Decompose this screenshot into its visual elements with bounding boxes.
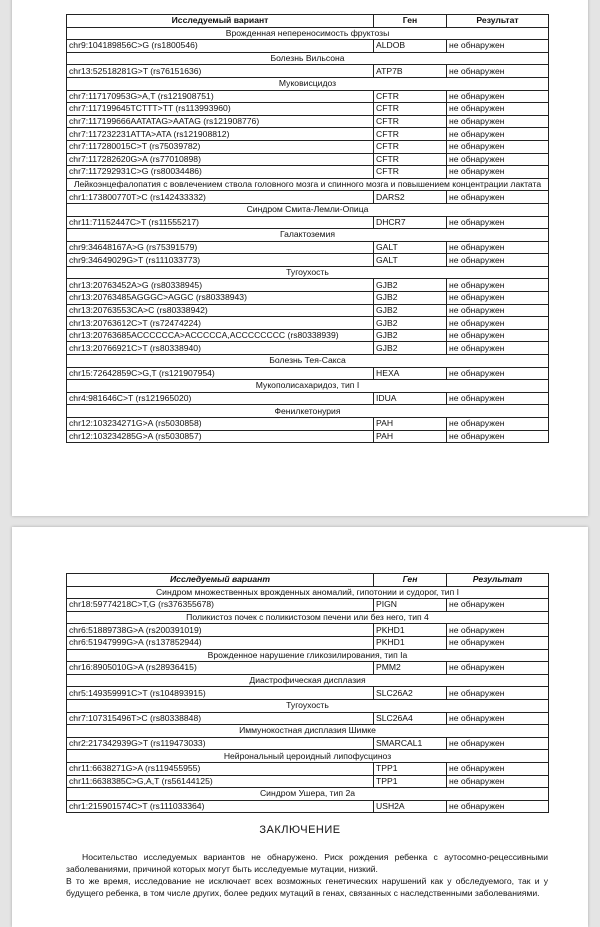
variant-row — [67, 430, 549, 443]
variant-row — [67, 317, 549, 330]
section-row — [67, 178, 549, 191]
gene-cell: DARS2 — [374, 191, 447, 204]
gene-cell: CFTR — [374, 90, 447, 103]
result-cell: не обнаружен — [447, 292, 549, 305]
result-cell: не обнаружен — [447, 737, 549, 750]
result-cell: не обнаружен — [447, 254, 549, 267]
variant-cell: chr13:20763612C>T (rs72474224) — [67, 317, 374, 330]
gene-cell: CFTR — [374, 166, 447, 179]
variant-cell: chr9:34648167A>G (rs75391579) — [67, 241, 374, 254]
section-row — [67, 203, 549, 216]
section-row — [67, 699, 549, 712]
variant-row — [67, 599, 549, 612]
conclusion-paragraph-2: В то же время, исследование не исключает всех возможных генетических нарушений как у обследуемого, так и у будущего ребенка, в том числе других, более редких мутаций в генах, связанных с наследственными заболеваниями. — [66, 876, 548, 898]
gene-cell: SLC26A4 — [374, 712, 447, 725]
gene-cell: CFTR — [374, 140, 447, 153]
section-row — [67, 586, 549, 599]
section-title: Галактоземия — [67, 229, 549, 242]
result-cell: не обнаружен — [447, 40, 549, 53]
header-result: Результат — [447, 15, 549, 28]
result-cell: не обнаружен — [447, 65, 549, 78]
section-title: Фенилкетонурия — [67, 405, 549, 418]
result-cell: не обнаружен — [447, 636, 549, 649]
variant-cell: chr13:20763685ACCCCCCA>ACCCCCA,ACCCCCCCC (rs80338939) — [67, 329, 374, 342]
gene-cell: CFTR — [374, 103, 447, 116]
variant-cell: chr7:117232231ATTA>ATA (rs121908812) — [67, 128, 374, 141]
variant-row — [67, 292, 549, 305]
section-row — [67, 674, 549, 687]
gene-cell: SLC26A2 — [374, 687, 447, 700]
variant-cell: chr7:117170953G>A,T (rs121908751) — [67, 90, 374, 103]
variant-cell: chr1:215901574C>T (rs111033364) — [67, 800, 374, 813]
result-cell: не обнаружен — [447, 418, 549, 431]
variant-cell: chr7:117292931C>G (rs80034486) — [67, 166, 374, 179]
section-row — [67, 649, 549, 662]
header-variant: Исследуемый вариант — [67, 574, 374, 587]
gene-cell: PAH — [374, 418, 447, 431]
result-cell: не обнаружен — [447, 342, 549, 355]
gene-cell: DHCR7 — [374, 216, 447, 229]
section-title: Нейрональный цероидный липофусциноз — [67, 750, 549, 763]
gene-cell: GJB2 — [374, 342, 447, 355]
variant-row — [67, 342, 549, 355]
section-title: Синдром множественных врожденных аномалий, гипотонии и судорог, тип I — [67, 586, 549, 599]
variant-row — [67, 418, 549, 431]
gene-cell: USH2A — [374, 800, 447, 813]
result-cell: не обнаружен — [447, 800, 549, 813]
section-row — [67, 229, 549, 242]
gene-cell: GJB2 — [374, 329, 447, 342]
result-cell: не обнаружен — [447, 140, 549, 153]
gene-cell: GJB2 — [374, 279, 447, 292]
section-title: Синдром Ушера, тип 2a — [67, 788, 549, 801]
variant-cell: chr11:6638385C>G,A,T (rs56144125) — [67, 775, 374, 788]
variant-row — [67, 65, 549, 78]
variant-row — [67, 254, 549, 267]
report-page-2 — [12, 527, 588, 927]
variant-row — [67, 392, 549, 405]
variant-row — [67, 636, 549, 649]
section-title: Иммунокостная дисплазия Шимке — [67, 725, 549, 738]
section-title: Диастрофическая дисплазия — [67, 674, 549, 687]
gene-cell: PIGN — [374, 599, 447, 612]
variant-row — [67, 140, 549, 153]
conclusion-text — [66, 851, 548, 899]
gene-cell: GALT — [374, 254, 447, 267]
table-header-row — [67, 15, 549, 28]
section-row — [67, 750, 549, 763]
gene-cell: CFTR — [374, 153, 447, 166]
variant-cell: chr9:104189856C>G (rs1800546) — [67, 40, 374, 53]
variant-row — [67, 762, 549, 775]
result-cell: не обнаружен — [447, 103, 549, 116]
result-cell: не обнаружен — [447, 191, 549, 204]
result-cell: не обнаружен — [447, 624, 549, 637]
variant-row — [67, 712, 549, 725]
result-cell: не обнаружен — [447, 216, 549, 229]
section-title: Болезнь Тея-Сакса — [67, 355, 549, 368]
header-variant: Исследуемый вариант — [67, 15, 374, 28]
variant-cell: chr1:173800770T>C (rs142433332) — [67, 191, 374, 204]
gene-cell: TPP1 — [374, 762, 447, 775]
gene-cell: GALT — [374, 241, 447, 254]
gene-cell: GJB2 — [374, 304, 447, 317]
variant-cell: chr18:59774218C>T,G (rs376355678) — [67, 599, 374, 612]
gene-cell: ALDOB — [374, 40, 447, 53]
variants-table-page-1 — [66, 14, 549, 443]
variant-cell: chr11:71152447C>T (rs11555217) — [67, 216, 374, 229]
variant-cell: chr7:117282620G>A (rs77010898) — [67, 153, 374, 166]
variant-cell: chr9:34649029G>T (rs111033773) — [67, 254, 374, 267]
result-cell: не обнаружен — [447, 304, 549, 317]
conclusion-paragraph-1: Носительство исследуемых вариантов не обнаружено. Риск рождения ребенка с аутосомно-рецессивными заболеваниями, причиной которых могут быть исследуемые мутации, низкий. — [66, 852, 548, 874]
gene-cell: PKHD1 — [374, 636, 447, 649]
result-cell: не обнаружен — [447, 762, 549, 775]
gene-cell: ATP7B — [374, 65, 447, 78]
variant-cell: chr13:52518281G>T (rs76151636) — [67, 65, 374, 78]
variant-cell: chr15:72642859C>G,T (rs121907954) — [67, 367, 374, 380]
gene-cell: GJB2 — [374, 317, 447, 330]
variant-row — [67, 191, 549, 204]
section-title: Синдром Смита-Лемли-Опица — [67, 203, 549, 216]
variant-cell: chr6:51947999G>A (rs137852944) — [67, 636, 374, 649]
variant-row — [67, 775, 549, 788]
variant-row — [67, 115, 549, 128]
result-cell: не обнаружен — [447, 599, 549, 612]
result-cell: не обнаружен — [447, 279, 549, 292]
section-title: Тугоухость — [67, 699, 549, 712]
header-result: Результат — [447, 574, 549, 587]
section-row — [67, 725, 549, 738]
gene-cell: HEXA — [374, 367, 447, 380]
variant-row — [67, 166, 549, 179]
variant-row — [67, 279, 549, 292]
gene-cell: SMARCAL1 — [374, 737, 447, 750]
result-cell: не обнаружен — [447, 241, 549, 254]
variant-cell: chr7:107315496T>C (rs80338848) — [67, 712, 374, 725]
variant-cell: chr12:103234271G>A (rs5030858) — [67, 418, 374, 431]
gene-cell: CFTR — [374, 128, 447, 141]
gene-cell: TPP1 — [374, 775, 447, 788]
section-row — [67, 27, 549, 40]
section-title: Тугоухость — [67, 266, 549, 279]
result-cell: не обнаружен — [447, 329, 549, 342]
variant-cell: chr13:20763452A>G (rs80338945) — [67, 279, 374, 292]
variant-row — [67, 800, 549, 813]
gene-cell: PKHD1 — [374, 624, 447, 637]
variant-cell: chr13:20763485AGGGC>AGGC (rs80338943) — [67, 292, 374, 305]
variant-cell: chr7:117280015C>T (rs75039782) — [67, 140, 374, 153]
variant-row — [67, 90, 549, 103]
variant-cell: chr11:6638271G>A (rs119455955) — [67, 762, 374, 775]
section-row — [67, 355, 549, 368]
section-row — [67, 788, 549, 801]
result-cell: не обнаружен — [447, 166, 549, 179]
section-title: Болезнь Вильсона — [67, 52, 549, 65]
section-row — [67, 380, 549, 393]
variant-row — [67, 737, 549, 750]
section-row — [67, 52, 549, 65]
result-cell: не обнаружен — [447, 115, 549, 128]
result-cell: не обнаружен — [447, 687, 549, 700]
variant-row — [67, 624, 549, 637]
variant-row — [67, 687, 549, 700]
section-row — [67, 611, 549, 624]
section-title: Врожденная непереносимость фруктозы — [67, 27, 549, 40]
gene-cell: CFTR — [374, 115, 447, 128]
variant-row — [67, 40, 549, 53]
result-cell: не обнаружен — [447, 128, 549, 141]
header-gene: Ген — [374, 15, 447, 28]
gene-cell: PAH — [374, 430, 447, 443]
section-row — [67, 266, 549, 279]
variant-row — [67, 329, 549, 342]
result-cell: не обнаружен — [447, 153, 549, 166]
result-cell: не обнаружен — [447, 90, 549, 103]
variant-cell: chr13:20766921C>T (rs80338940) — [67, 342, 374, 355]
variant-cell: chr7:117199666AATATAG>AATAG (rs121908776) — [67, 115, 374, 128]
section-title: Лейкоэнцефалопатия с вовлечением ствола головного мозга и спинного мозга и повышением концентрации лактата — [67, 178, 549, 191]
gene-cell: PMM2 — [374, 662, 447, 675]
variant-cell: chr12:103234285G>A (rs5030857) — [67, 430, 374, 443]
section-title: Поликистоз почек с поликистозом печени или без него, тип 4 — [67, 611, 549, 624]
variant-row — [67, 662, 549, 675]
table-header-row — [67, 574, 549, 587]
section-title: Врожденное нарушение гликозилирования, тип Ia — [67, 649, 549, 662]
variant-cell: chr16:8905010G>A (rs28936415) — [67, 662, 374, 675]
result-cell: не обнаружен — [447, 392, 549, 405]
conclusion-title: ЗАКЛЮЧЕНИЕ — [259, 824, 341, 836]
section-title: Мукополисахаридоз, тип I — [67, 380, 549, 393]
result-cell: не обнаружен — [447, 712, 549, 725]
result-cell: не обнаружен — [447, 317, 549, 330]
gene-cell: IDUA — [374, 392, 447, 405]
variant-row — [67, 153, 549, 166]
variant-row — [67, 304, 549, 317]
variant-row — [67, 367, 549, 380]
variant-cell: chr4:981646C>T (rs121965020) — [67, 392, 374, 405]
variant-cell: chr7:117199645TCTTT>TT (rs113993960) — [67, 103, 374, 116]
gene-cell: GJB2 — [374, 292, 447, 305]
section-title: Муковисцидоз — [67, 77, 549, 90]
result-cell: не обнаружен — [447, 367, 549, 380]
result-cell: не обнаружен — [447, 430, 549, 443]
variant-cell: chr2:217342939G>T (rs119473033) — [67, 737, 374, 750]
variant-row — [67, 216, 549, 229]
variant-row — [67, 128, 549, 141]
variants-table-page-2 — [66, 573, 549, 813]
variant-cell: chr5:149359991C>T (rs104893915) — [67, 687, 374, 700]
variant-cell: chr13:20763553CA>C (rs80338942) — [67, 304, 374, 317]
variant-row — [67, 241, 549, 254]
section-row — [67, 405, 549, 418]
report-page-1 — [12, 0, 588, 516]
result-cell: не обнаружен — [447, 775, 549, 788]
header-gene: Ген — [374, 574, 447, 587]
section-row — [67, 77, 549, 90]
result-cell: не обнаружен — [447, 662, 549, 675]
variant-cell: chr6:51889738G>A (rs200391019) — [67, 624, 374, 637]
variant-row — [67, 103, 549, 116]
